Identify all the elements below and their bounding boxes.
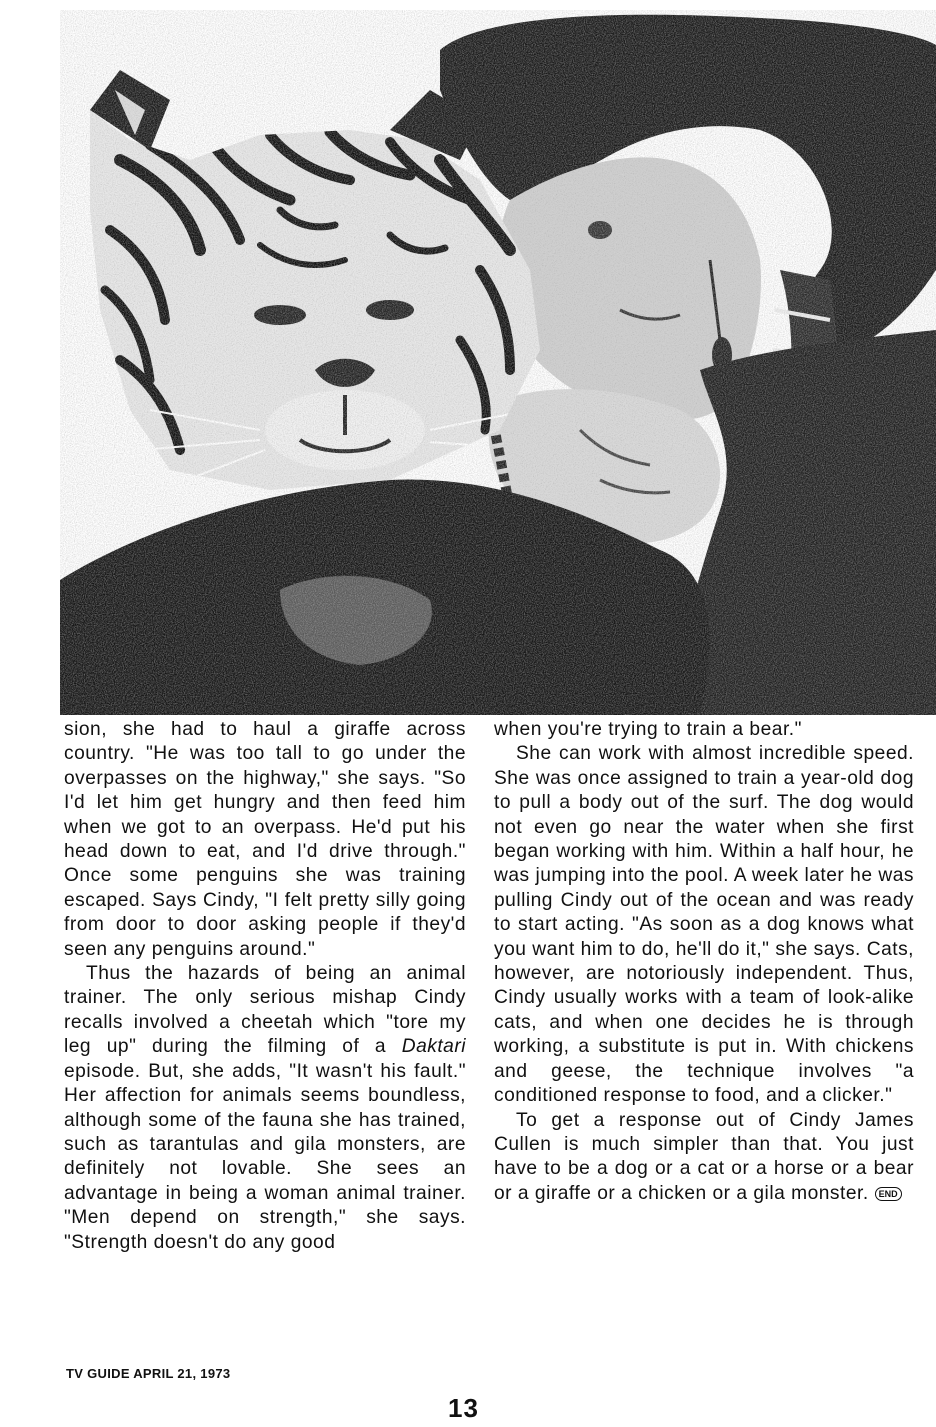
end-mark-icon: END [875, 1187, 902, 1201]
text-run: She can work with almost incredible speed. She was once assigned to train a year-old dog to pull a body out of the surf. The dog would not even go near the water when she first began working with him. Within a half hour, he was jumping into the pool. A week later he was pulling Cindy out of the ocean and was ready to start acting. "As soon as a dog knows what you want him to do, he'll do it," she says. Cats, however, are notoriously independent. Thus, Cindy usually works with a team of look-alike cats, and when one decides he is through working, a substitute is put in. With chickens and geese, the technique involves "a conditioned response to food, and a clicker." [494, 743, 914, 1107]
publication-footer: TV GUIDE APRIL 21, 1973 [66, 1366, 231, 1381]
article-paragraph [494, 742, 914, 1108]
tiger-and-woman-photo [60, 10, 936, 715]
page-number: 13 [448, 1393, 479, 1423]
article-paragraph [64, 718, 466, 962]
article-column-left [64, 718, 466, 1255]
text-run: episode. But, she adds, "It wasn't his fault." Her affection for animals seems boundless, although some of the fauna she has trained, such as tarantulas and gila monsters, are definitely not lovable. She sees an advantage in being a woman animal trainer. "Men depend on strength," she says. "Strength doesn't do any good [64, 1060, 466, 1253]
article-paragraph [494, 718, 914, 742]
article-photo [60, 10, 936, 715]
article-column-right [494, 718, 914, 1206]
text-run: sion, she had to haul a giraffe across country. "He was too tall to go under the overpasses on the highway," she says. "So I'd let him get hungry and then feed him when we got to an overpass. He'd put his head down to eat, and I'd drive through." Once some penguins she was training escaped. Says Cindy, "I felt pretty silly going from door to door asking people if they'd seen any penguins around." [64, 719, 466, 960]
article-paragraph [64, 962, 466, 1255]
italic-title: Daktari [401, 1036, 466, 1058]
text-run: To get a response out of Cindy James Cullen is much simpler than that. You just have to be a dog or a cat or a horse or a bear or a giraffe or a chicken or a gila monster. [494, 1109, 914, 1204]
text-run: Thus the hazards of being an animal trainer. The only serious mishap Cindy recalls involved a cheetah which "tore my leg up" during the filming of a [64, 963, 466, 1058]
text-run: when you're trying to train a bear." [494, 719, 802, 740]
article-paragraph [494, 1109, 914, 1207]
